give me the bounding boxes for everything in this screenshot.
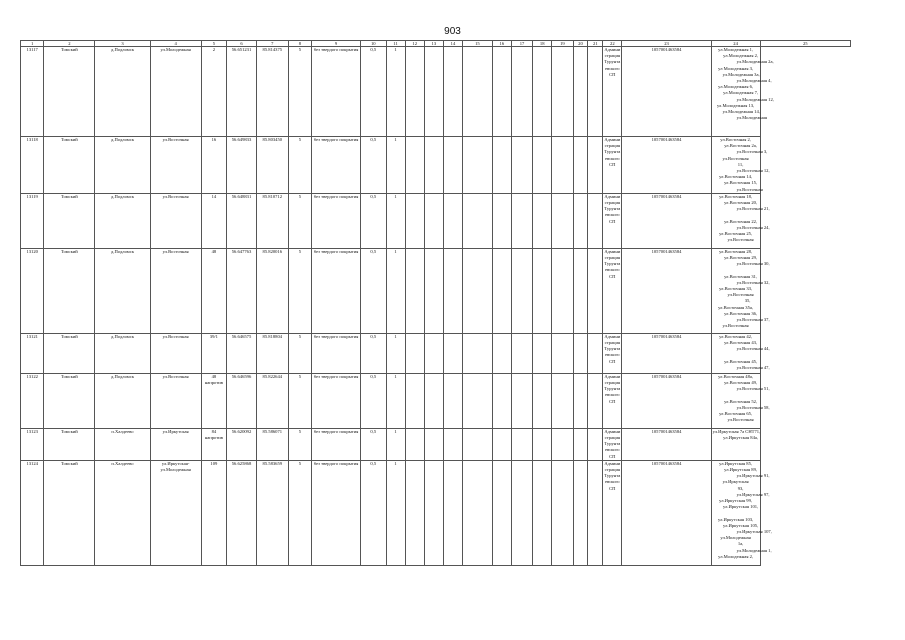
cell-number: 2 — [201, 47, 227, 137]
cell-empty — [588, 460, 603, 565]
address-line: ул.Иркутская 89, — [724, 467, 758, 473]
cell-district: Томский — [44, 460, 95, 565]
cell-id: 13123 — [21, 428, 44, 460]
cell-addresses — [711, 248, 770, 333]
cell-col8: 5 — [288, 460, 311, 565]
address-line: ул.Иркутская — [722, 479, 749, 485]
cell-empty — [492, 428, 511, 460]
cell-district: Томский — [44, 137, 95, 194]
cell-longitude: 85.822644 — [256, 373, 288, 428]
cell-col10: 0,5 — [361, 248, 387, 333]
table-row — [21, 248, 851, 333]
address-line: ул.Восточная 48а, — [718, 373, 754, 379]
cell-col11: 1 — [386, 193, 405, 248]
address-line: ул.Восточная 28, — [719, 248, 753, 254]
address-line: ул.Молодежная 14, — [722, 109, 760, 115]
cell-col10: 0,5 — [361, 193, 387, 248]
cell-empty — [552, 47, 573, 137]
cell-empty — [533, 137, 552, 194]
cell-col10: 0,5 — [361, 47, 387, 137]
cell-empty — [463, 137, 493, 194]
address-line: ул.Восточная — [722, 323, 749, 329]
cell-district: Томский — [44, 428, 95, 460]
address-line: ул.Восточная 49, — [724, 380, 758, 386]
cell-owner: Администрация Турунтаевского СП — [603, 137, 622, 194]
address-line: ул.Иркутская 85, — [719, 460, 753, 466]
cell-empty — [405, 373, 424, 428]
column-header-16: 16 — [492, 41, 511, 47]
address-line: ул.Иркутская 103, — [717, 516, 754, 522]
column-header-12: 12 — [405, 41, 424, 47]
cell-ogrn: 1057001463584 — [622, 460, 711, 565]
cell-id: 13122 — [21, 373, 44, 428]
column-header-7: 7 — [256, 41, 288, 47]
address-line: ул.Восточная 25, — [719, 231, 753, 237]
address-line: ул.Восточная 15, — [724, 180, 758, 186]
cell-empty — [424, 137, 443, 194]
cell-empty — [573, 47, 588, 137]
cell-owner: Администрация Турунтаевского СП — [603, 460, 622, 565]
cell-longitude: 85.583659 — [256, 460, 288, 565]
column-header-15: 15 — [463, 41, 493, 47]
cell-empty — [588, 428, 603, 460]
cell-addresses — [711, 47, 774, 137]
cell-empty — [443, 47, 462, 137]
address-line: ул.Восточная 65, — [719, 411, 753, 417]
column-header-1: 1 — [21, 41, 44, 47]
cell-empty — [588, 137, 603, 194]
cell-number: 48 — [201, 248, 227, 333]
cell-latitude: 56.646575 — [227, 333, 257, 373]
cell-empty — [424, 428, 443, 460]
address-line: 35, — [744, 298, 751, 304]
cell-empty — [492, 333, 511, 373]
cell-empty — [463, 460, 493, 565]
cell-empty — [552, 460, 573, 565]
cell-empty — [552, 193, 573, 248]
address-line: ул.Молодежная 4, — [736, 78, 772, 84]
cell-empty — [511, 428, 532, 460]
table-row — [21, 333, 851, 373]
address-line: ул.Иркутская 91, — [736, 473, 770, 479]
cell-empty — [552, 373, 573, 428]
cell-col11: 1 — [386, 373, 405, 428]
cell-empty — [573, 373, 588, 428]
address-line: ул Молодежная 3, — [718, 65, 754, 71]
cell-empty — [492, 137, 511, 194]
address-line: ул.Молодежная 6, — [718, 84, 754, 90]
column-header-13: 13 — [424, 41, 443, 47]
cell-empty — [443, 193, 462, 248]
cell-latitude: 56.646596 — [227, 373, 257, 428]
cell-longitude: 85.814375 — [256, 47, 288, 137]
cell-latitude: 56.651231 — [227, 47, 257, 137]
cell-ogrn: 1057001463584 — [622, 137, 711, 194]
cell-empty — [533, 248, 552, 333]
cell-empty — [463, 47, 493, 137]
cell-street: ул.Восточная — [150, 248, 201, 333]
cell-addresses — [711, 460, 772, 565]
cell-col8: 5 — [288, 333, 311, 373]
address-line: 93, — [737, 485, 744, 491]
address-line: ул.Восточная 14, — [719, 174, 753, 180]
cell-latitude: 56.625868 — [227, 460, 257, 565]
address-line: ул.Иркутская 7а СНТ71, — [712, 428, 761, 434]
table-row — [21, 373, 851, 428]
address-line: ул.Молодежная 2, — [718, 553, 754, 559]
column-header-23: 23 — [622, 41, 711, 47]
cell-district: Томский — [44, 373, 95, 428]
address-line: ул.Иркутская 99, — [719, 498, 753, 504]
registry-table — [20, 40, 851, 566]
cell-empty — [405, 137, 424, 194]
cell-empty — [533, 47, 552, 137]
cell-id: 13124 — [21, 460, 44, 565]
cell-ogrn: 1057001463584 — [622, 193, 711, 248]
cell-settlement: п.Халдеево — [95, 460, 150, 565]
cell-longitude: 85.586071 — [256, 428, 288, 460]
cell-longitude: 85.818804 — [256, 333, 288, 373]
table-row — [21, 460, 851, 565]
cell-empty — [533, 333, 552, 373]
cell-empty — [424, 333, 443, 373]
cell-empty — [573, 248, 588, 333]
cell-empty — [552, 428, 573, 460]
cell-empty — [443, 248, 462, 333]
cell-owner: Администрация Турунтаевского СП — [603, 248, 622, 333]
cell-settlement: д.Подломск — [95, 47, 150, 137]
cell-owner: Администрация Турунтаевского СП — [603, 193, 622, 248]
column-header-6: 6 — [227, 41, 257, 47]
address-line: 1а, — [737, 541, 744, 547]
address-line: ул.Восточная 47, — [736, 364, 770, 370]
column-header-8: 8 — [288, 41, 311, 47]
address-line: ул.Восточная 22, — [724, 218, 758, 224]
cell-empty — [492, 47, 511, 137]
cell-district: Томский — [44, 333, 95, 373]
cell-empty — [463, 373, 493, 428]
address-line: ул.Молодежная 12, — [736, 96, 774, 102]
cell-empty — [588, 248, 603, 333]
address-line: ул.Восточная — [727, 237, 754, 243]
cell-empty — [443, 333, 462, 373]
cell-empty — [511, 47, 532, 137]
cell-owner: Администрация Турунтаевского СП — [603, 47, 622, 137]
cell-empty — [405, 193, 424, 248]
cell-ogrn: 1057001463584 — [622, 47, 711, 137]
cell-empty — [588, 47, 603, 137]
cell-empty — [511, 373, 532, 428]
cell-addresses — [711, 193, 770, 248]
cell-col8: 5 — [288, 193, 311, 248]
column-header-9: 9 — [312, 41, 361, 47]
address-line: ул.Восточная 2а, — [724, 143, 757, 149]
column-header-19: 19 — [552, 41, 573, 47]
cell-empty — [511, 248, 532, 333]
address-line: ул.Восточная 45, — [724, 358, 758, 364]
address-line: ул.Восточная 35а, — [718, 304, 754, 310]
cell-empty — [405, 333, 424, 373]
cell-ogrn: 1057001463584 — [622, 248, 711, 333]
cell-col11: 1 — [386, 47, 405, 137]
address-line: ул.Восточная — [736, 186, 763, 192]
column-header-25: 25 — [760, 41, 850, 47]
cell-district: Томский — [44, 47, 95, 137]
cell-settlement: д.Подломск — [95, 248, 150, 333]
cell-empty — [463, 333, 493, 373]
cell-col10: 0,5 — [361, 333, 387, 373]
cell-empty — [424, 47, 443, 137]
address-line: ул.Восточная 20, — [724, 200, 758, 206]
cell-number: 48 напротив — [201, 373, 227, 428]
cell-ogrn: 1057001463584 — [622, 373, 711, 428]
address-line: ул.Восточная 51, — [736, 386, 770, 392]
address-line: ул.Иркутская 107, — [736, 529, 772, 535]
address-line: ул.Восточная — [727, 292, 754, 298]
address-line: ул.Восточная 43, — [724, 340, 758, 346]
cell-surface: без твердого покрытия — [312, 193, 361, 248]
cell-empty — [511, 137, 532, 194]
cell-col10: 0,5 — [361, 373, 387, 428]
address-line: ул.Восточная 29, — [724, 255, 758, 261]
cell-empty — [588, 373, 603, 428]
cell-addresses — [711, 428, 760, 460]
address-line: ул.Восточная 3, — [736, 149, 768, 155]
cell-district: Томский — [44, 248, 95, 333]
cell-owner: Администрация Турунтаевского СП — [603, 373, 622, 428]
cell-empty — [573, 460, 588, 565]
cell-number: 109 — [201, 460, 227, 565]
cell-empty — [492, 248, 511, 333]
address-line: ул.Восточная 52, — [724, 398, 758, 404]
address-line: ул.Молодежная 1, — [718, 47, 754, 52]
cell-addresses — [711, 373, 770, 428]
cell-col8: 5 — [288, 137, 311, 194]
cell-surface: без твердого покрытия — [312, 248, 361, 333]
cell-owner: Администрация Турунтаевского СП — [604, 428, 621, 459]
address-line: ул.Восточная 36, — [724, 310, 758, 316]
cell-latitude: 56.649833 — [227, 137, 257, 194]
column-header-11: 11 — [386, 41, 405, 47]
column-header-5: 5 — [201, 41, 227, 47]
table-body — [21, 47, 851, 566]
cell-col11: 1 — [386, 333, 405, 373]
cell-empty — [533, 373, 552, 428]
cell-col8: 5 — [288, 373, 311, 428]
cell-col8: 5 — [288, 248, 311, 333]
cell-settlement: д.Подломск — [95, 137, 150, 194]
cell-col10: 0,5 — [361, 428, 387, 460]
address-line: ул.Иркутская 97, — [736, 491, 770, 497]
cell-col11: 1 — [386, 248, 405, 333]
cell-surface: без твердого покрытия — [312, 137, 361, 194]
cell-latitude: 56.648831 — [227, 193, 257, 248]
cell-empty — [552, 333, 573, 373]
column-header-4: 4 — [150, 41, 201, 47]
cell-empty — [552, 248, 573, 333]
address-line: ул.Восточная 2, — [720, 137, 751, 142]
address-line: ул.Иркутская 84а, — [723, 435, 759, 441]
cell-district: Томский — [44, 193, 95, 248]
cell-col11: 1 — [386, 428, 405, 460]
cell-longitude: 85.820016 — [256, 248, 288, 333]
page-number: 903 — [444, 26, 461, 37]
cell-latitude: 56.647763 — [227, 248, 257, 333]
cell-col8: 5 — [288, 428, 311, 460]
cell-empty — [463, 248, 493, 333]
address-line: ул.Восточная 31, — [724, 273, 758, 279]
address-line: ул.Восточная 24, — [736, 224, 770, 230]
cell-empty — [424, 248, 443, 333]
cell-street: ул.Молодежная — [150, 47, 201, 137]
cell-empty — [573, 333, 588, 373]
address-line: ул.Восточная 33, — [719, 286, 753, 292]
address-line: ул.Молодежная — [720, 535, 751, 541]
column-header-20: 20 — [573, 41, 588, 47]
address-line: 11, — [737, 161, 744, 167]
cell-street: ул.Иркутская — [150, 428, 201, 460]
cell-empty — [533, 193, 552, 248]
cell-empty — [533, 428, 552, 460]
cell-col11: 1 — [386, 460, 405, 565]
column-header-14: 14 — [443, 41, 462, 47]
cell-empty — [573, 428, 588, 460]
cell-empty — [573, 193, 588, 248]
cell-id: 13121 — [21, 333, 44, 373]
cell-empty — [405, 460, 424, 565]
cell-empty — [511, 193, 532, 248]
address-line: ул.Восточная 21, — [736, 206, 770, 212]
cell-empty — [424, 193, 443, 248]
cell-longitude: 85.810712 — [256, 193, 288, 248]
address-line: ул.Восточная — [727, 417, 754, 423]
address-line: ул.Молодежная 2, — [723, 53, 759, 59]
cell-surface: без твердого покрытия — [312, 47, 361, 137]
cell-settlement: п.Халдеево — [95, 428, 150, 460]
column-header-21: 21 — [588, 41, 603, 47]
address-line: ул.Восточная — [722, 155, 749, 161]
column-header-18: 18 — [533, 41, 552, 47]
address-line: ул.Восточная 44, — [736, 346, 770, 352]
address-line: ул.Восточная 37, — [736, 317, 770, 323]
table-row — [21, 193, 851, 248]
cell-addresses — [711, 137, 770, 194]
cell-empty — [573, 137, 588, 194]
cell-col10: 0,5 — [361, 460, 387, 565]
cell-empty — [424, 460, 443, 565]
cell-empty — [443, 373, 462, 428]
cell-number: 16 — [201, 137, 227, 194]
cell-empty — [405, 428, 424, 460]
cell-number: 39/1 — [201, 333, 227, 373]
cell-empty — [511, 460, 532, 565]
cell-id: 13119 — [21, 193, 44, 248]
column-header-17: 17 — [511, 41, 532, 47]
address-line: ул.Восточная 32, — [736, 279, 770, 285]
table-row — [21, 137, 851, 194]
cell-surface: без твердого покрытия — [312, 460, 361, 565]
address-line: ул.Молодежная 2а, — [736, 59, 774, 65]
cell-empty — [424, 373, 443, 428]
table-row — [21, 428, 851, 460]
cell-surface: без твердого покрытия — [312, 333, 361, 373]
cell-empty — [492, 193, 511, 248]
address-line: ул.Молодежная 1, — [736, 547, 772, 553]
address-line: ул.Молодежная 3а, — [722, 71, 760, 77]
cell-col8: 5 — [288, 47, 311, 137]
cell-street: ул.Восточная — [150, 333, 201, 373]
address-line: ул.Восточная 18, — [719, 193, 753, 199]
cell-id: 13117 — [21, 47, 44, 137]
address-line: ул.Восточная 42, — [719, 333, 753, 339]
cell-empty — [443, 137, 462, 194]
cell-empty — [552, 137, 573, 194]
cell-latitude: 56.620092 — [227, 428, 257, 460]
column-header-2: 2 — [44, 41, 95, 47]
cell-owner: Администрация Турунтаевского СП — [603, 333, 622, 373]
column-header-22: 22 — [603, 41, 622, 47]
cell-empty — [405, 47, 424, 137]
cell-empty — [463, 428, 493, 460]
cell-number: 14 — [201, 193, 227, 248]
address-line: ул.Восточная 12, — [736, 168, 770, 174]
column-header-24: 24 — [711, 41, 760, 47]
address-line: ул.Молодежная 7, — [723, 90, 759, 96]
cell-empty — [443, 460, 462, 565]
cell-id: 13118 — [21, 137, 44, 194]
address-line: ул.Иркутская 105, — [722, 522, 759, 528]
cell-empty — [533, 460, 552, 565]
cell-empty — [588, 333, 603, 373]
address-line: ул.Молодежная — [736, 115, 767, 121]
cell-empty — [588, 193, 603, 248]
address-line: ул.Иркутская 101, — [722, 504, 759, 510]
table-row — [21, 47, 851, 137]
cell-settlement: д.Подломск — [95, 333, 150, 373]
column-header-3: 3 — [95, 41, 150, 47]
address-line: ул.Молодежная 13, — [716, 102, 755, 108]
cell-number: 84 напротив — [201, 428, 227, 460]
cell-empty — [443, 428, 462, 460]
cell-street: ул.Восточная — [150, 193, 201, 248]
cell-empty — [492, 460, 511, 565]
cell-col11: 1 — [386, 137, 405, 194]
cell-empty — [511, 333, 532, 373]
column-header-10: 10 — [361, 41, 387, 47]
address-line: ул.Восточная 58, — [736, 404, 770, 410]
cell-surface: без твердого покрытия — [312, 428, 361, 460]
cell-settlement: д.Подломск — [95, 193, 150, 248]
cell-empty — [463, 193, 493, 248]
cell-addresses — [711, 333, 770, 373]
cell-settlement: д.Подломск — [95, 373, 150, 428]
cell-longitude: 85.803450 — [256, 137, 288, 194]
cell-empty — [405, 248, 424, 333]
cell-street: ул.Восточная — [150, 373, 201, 428]
cell-ogrn: 1057001463584 — [622, 428, 711, 460]
cell-empty — [492, 373, 511, 428]
cell-street: ул.Восточная — [150, 137, 201, 194]
cell-street: ул.Иркутская-ул.Молодежная — [150, 460, 201, 565]
cell-ogrn: 1057001463584 — [622, 333, 711, 373]
cell-surface: без твердого покрытия — [312, 373, 361, 428]
cell-col10: 0,5 — [361, 137, 387, 194]
cell-id: 13120 — [21, 248, 44, 333]
address-line: ул.Восточная 30, — [736, 261, 770, 267]
